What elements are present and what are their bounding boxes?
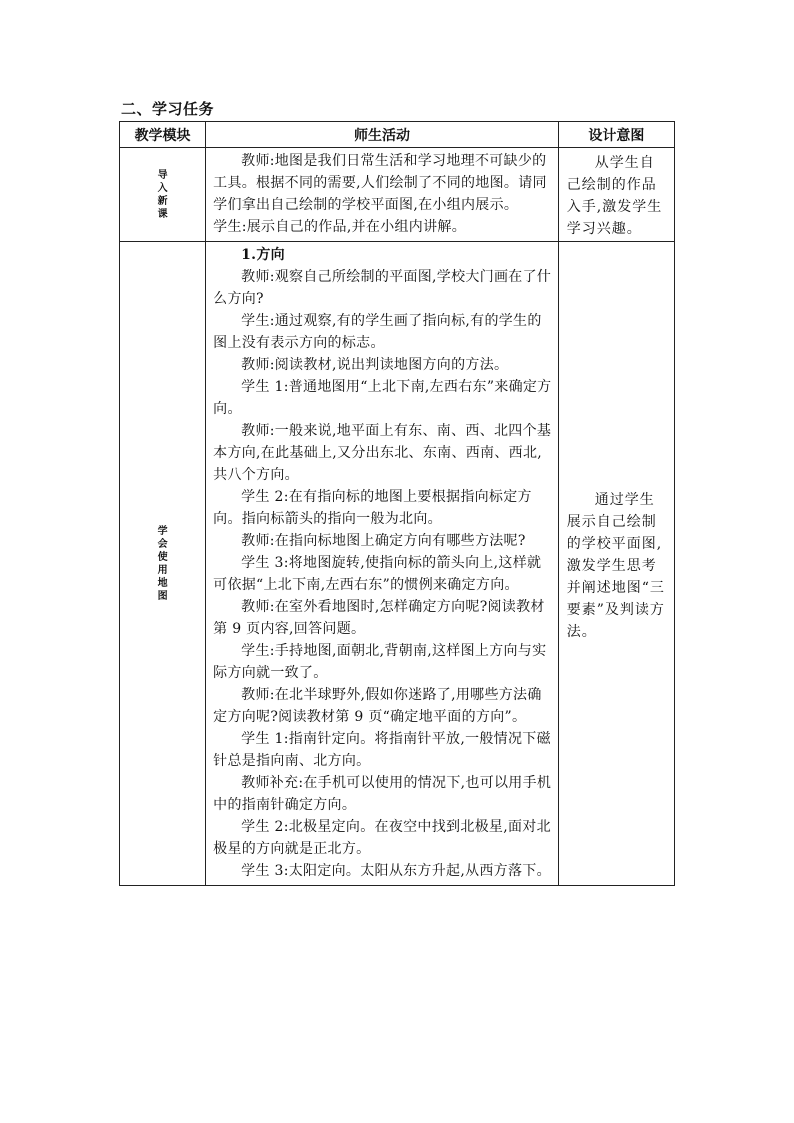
activity-paragraph: 教师补充:在手机可以使用的情况下,也可以用手机中的指南针确定方向。	[213, 775, 552, 813]
activity-paragraph: 学生 3:太阳定向。太阳从东方升起,从西方落下。	[241, 863, 551, 879]
activity-paragraph: 学生:手持地图,面朝北,背朝南,这样图上方向与实际方向就一致了。	[213, 643, 547, 681]
header-intent: 设计意图	[558, 122, 674, 148]
activity-paragraph: 教师:阅读教材,说出判读地图方向的方法。	[241, 357, 509, 373]
activity-paragraph: 学生 2:在有指向标的地图上要根据指向标定方向。指向标箭头的指向一般为北向。	[213, 489, 532, 527]
activity-paragraph: 学生 1:普通地图用“上北下南,左西右东”来确定方向。	[213, 379, 552, 417]
header-activities: 师生活动	[206, 122, 559, 148]
intent-cell	[558, 242, 674, 886]
activities-cell	[206, 242, 559, 886]
section-title: 二、学习任务	[121, 100, 215, 118]
activity-paragraph: 学生:展示自己的作品,并在小组内讲解。	[213, 219, 467, 235]
activity-paragraph: 学生 2:北极星定向。在夜空中找到北极星,面对北极星的方向就是正北方。	[213, 819, 551, 857]
table-body	[120, 148, 675, 886]
module-cell	[120, 148, 206, 242]
activity-paragraph: 学生 1:指南针定向。将指南针平放,一般情况下磁针总是指向南、北方向。	[213, 731, 551, 769]
intent-text: 从学生自己绘制的作品入手,激发学生学习兴趣。	[566, 155, 663, 237]
activity-paragraph: 教师:地图是我们日常生活和学习地理不可缺少的工具。根据不同的需要,人们绘制了不同的地图。请同学们拿出自己绘制的学校平面图,在小组内展示。	[213, 153, 547, 213]
table-row	[120, 242, 675, 886]
activity-paragraph: 学生 3:将地图旋转,使指向标的箭头向上,这样就可依据“上北下南,左西右东”的惯例来确定方向。	[213, 555, 542, 593]
module-label: 学会使用地图	[157, 525, 168, 602]
activity-paragraph: 教师:在室外看地图时,怎样确定方向呢?阅读教材第 9 页内容,回答问题。	[213, 599, 545, 637]
activity-paragraph: 教师:观察自己所绘制的平面图,学校大门画在了什么方向?	[213, 269, 552, 307]
table-header-row	[120, 122, 675, 148]
module-label: 导入新课	[157, 169, 168, 220]
learning-tasks-table	[119, 121, 675, 886]
intent-cell	[558, 148, 674, 242]
activity-paragraph: 教师:一般来说,地平面上有东、南、西、北四个基本方向,在此基础上,又分出东北、东南、西南、西北,共八个方向。	[213, 423, 552, 483]
activities-cell	[206, 148, 559, 242]
table-row	[120, 148, 675, 242]
header-module: 教学模块	[120, 122, 206, 148]
activity-paragraph: 教师:在北半球野外,假如你迷路了,用哪些方法确定方向呢?阅读教材第 9 页“确定地平面的方向”。	[213, 687, 542, 725]
subsection-heading: 1.方向	[241, 247, 285, 263]
module-cell	[120, 242, 206, 886]
intent-text: 通过学生展示自己绘制的学校平面图,激发学生思考并阐述地图“三要素”及判读方法。	[566, 491, 665, 640]
activity-paragraph: 学生:通过观察,有的学生画了指向标,有的学生的图上没有表示方向的标志。	[213, 313, 542, 351]
activity-paragraph: 教师:在指向标地图上确定方向有哪些方法呢?	[241, 533, 526, 549]
